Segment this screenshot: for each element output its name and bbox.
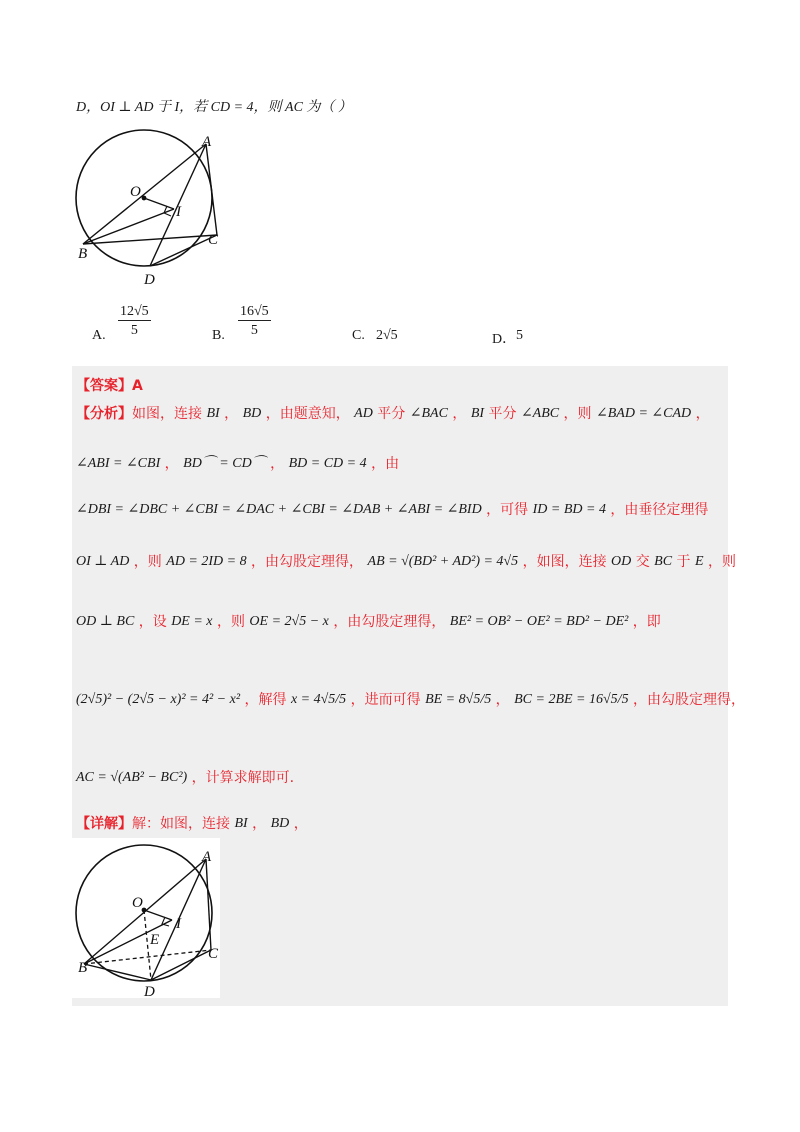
math-expr: BD⌒ = CD⌒ [183,456,266,471]
figure-label-D: D [144,272,155,288]
question-stem [76,96,352,116]
solution-figure-label-C: C [208,946,219,962]
analysis-text: 交 [631,554,655,570]
math-expr: BD [242,406,262,421]
option-a-numerator: 12√5 [120,304,149,319]
analysis-text: ，由 [366,456,400,472]
solution-figure-label-A: A [202,849,212,865]
math-expr: BE = 8√5/5 [425,692,492,707]
analysis-text: ，即 [628,614,661,630]
math-expr: AD [354,406,373,421]
analysis-text: 如图，连接 [132,406,207,422]
analysis-text: ， [160,456,184,472]
analysis-text: ，则 [703,554,736,570]
detail-text: ， [289,816,308,832]
analysis-line-2 [76,454,399,474]
analysis-text: ，设 [134,614,172,630]
answer-tag: 【答案】 [76,378,132,394]
math-expr: AC = √(AB² − BC²) [76,770,188,785]
option-b-denominator: 5 [250,323,258,338]
analysis-text: ， [491,692,515,708]
analysis-text: ，由勾股定理得， [628,692,746,708]
figure-label-B: B [78,246,88,262]
analysis-line-3 [76,500,708,520]
analysis-line-6 [76,690,745,710]
option-d-value: 5 [516,328,523,343]
analysis-text: ，则 [129,554,167,570]
analysis-text: ，由垂径定理得 [605,502,709,518]
math-expr: ∠BAD = ∠CAD [596,406,692,421]
math-expr: ∠ABI = ∠CBI [76,456,161,471]
analysis-line-4 [76,552,736,572]
solution-figure-label-E: E [150,932,160,948]
question-figure [66,126,236,296]
option-b-label: B. [212,328,225,343]
math-expr: BI [206,406,220,421]
question-stem-text: D，OI ⊥ AD 于 I，若 CD = 4，则 AC 为（ ） [76,100,352,115]
analysis-line-5 [76,612,661,632]
detail-tag: 【详解】 [76,816,132,832]
analysis-line-1 [76,404,710,424]
math-expr: OI ⊥ AD [76,554,130,569]
analysis-text: ，由题意知， [261,406,355,422]
analysis-text: ，如图，连接 [518,554,612,570]
option-b-fraction [238,304,271,339]
analysis-text: ，进而可得 [346,692,426,708]
analysis-text: 平分 [372,406,410,422]
math-expr: OD [611,554,632,569]
math-expr: (2√5)² − (2√5 − x)² = 4² − x² [76,692,241,707]
math-expr: ID = BD = 4 [532,502,606,517]
analysis-text: ，由勾股定理得， [246,554,368,570]
math-expr: DE = x [171,614,213,629]
option-b-numerator: 16√5 [240,304,269,319]
option-a-label: A. [92,328,106,343]
analysis-text: ，则 [212,614,250,630]
answer-value: A [132,378,143,394]
math-expr: x = 4√5/5 [290,692,347,707]
math-expr: AB = √(BD² + AD²) = 4√5 [367,554,519,569]
math-expr: ∠ABC [520,406,560,421]
analysis-text: ， [447,406,471,422]
solution-figure-label-O: O [132,895,143,911]
math-expr: OD ⊥ BC [76,614,135,629]
option-c-value: 2√5 [376,328,398,343]
analysis-text: ，由勾股定理得， [328,614,450,630]
figure-label-C: C [208,232,219,248]
analysis-text: ，解得 [240,692,291,708]
analysis-text: 于 [672,554,695,570]
analysis-text: ，可得 [481,502,533,518]
math-expr: BD = CD = 4 [288,456,367,471]
option-a-denominator: 5 [130,323,138,338]
math-expr: E [694,554,704,569]
figure-label-A: A [202,134,212,150]
analysis-text: ， [219,406,243,422]
figure-label-O: O [130,184,141,200]
solution-figure-label-B: B [78,960,88,976]
analysis-text: ，则 [559,406,597,422]
solution-figure-label-I: I [176,916,181,932]
detail-text: 解：如图，连接 [132,816,235,832]
analysis-tag: 【分析】 [76,406,132,422]
solution-figure-label-D: D [144,984,155,1000]
math-expr: BD [270,816,290,831]
math-expr: ∠BAC [409,406,448,421]
figure-label-I: I [176,204,181,220]
math-expr: BC [654,554,673,569]
option-a-fraction [118,304,151,339]
math-expr: BI [470,406,485,421]
answer-line [76,376,143,396]
analysis-text: 平分 [484,406,521,422]
analysis-line-7 [76,768,294,788]
analysis-text: ，计算求解即可. [187,770,295,786]
solution-figure [66,840,226,1000]
answer-options [92,300,652,350]
math-expr: BC = 2BE = 16√5/5 [514,692,629,707]
math-expr: BE² = OB² − OE² = BD² − DE² [449,614,629,629]
math-expr: OE = 2√5 − x [249,614,329,629]
detail-line [76,814,308,834]
option-c-label: C. [352,328,365,343]
math-expr: AD = 2ID = 8 [166,554,247,569]
math-expr: BI [234,816,248,831]
detail-text: ， [247,816,271,832]
math-expr: ∠DBI = ∠DBC + ∠CBI = ∠DAC + ∠CBI = ∠DAB + ∠ABI = ∠BID [76,502,482,517]
option-d-label: D． [492,332,517,347]
analysis-text: ， [691,406,710,422]
analysis-text: ， [265,456,289,472]
